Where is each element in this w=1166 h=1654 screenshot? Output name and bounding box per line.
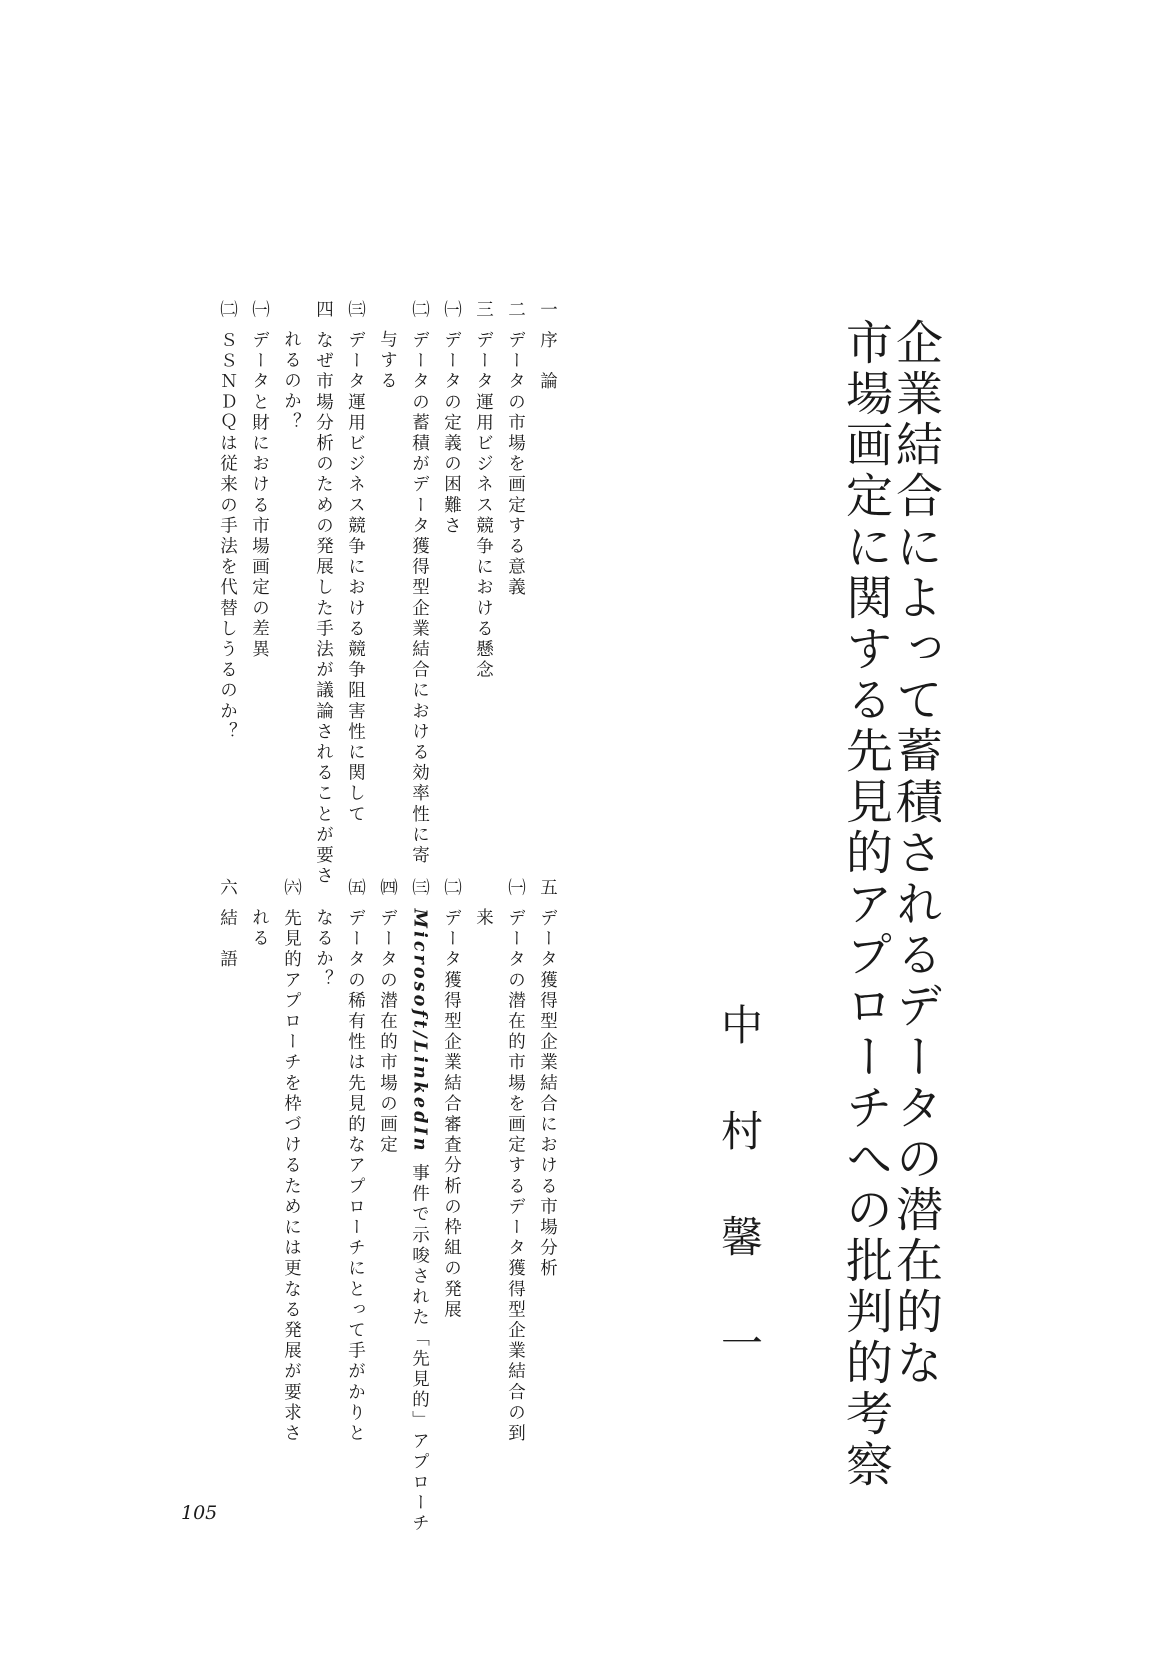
- toc-item: ㈡ＳＳＮＤＱは従来の手法を代替しうるのか？: [217, 300, 238, 743]
- toc-item: ㈡データ獲得型企業結合審査分析の枠組の発展: [441, 878, 462, 1321]
- toc-item: 六結 語: [217, 878, 238, 971]
- toc-item: ㈣データの潜在的市場の画定: [377, 878, 398, 1156]
- toc-item-continuation: 与する: [377, 330, 398, 392]
- toc-item: ㈠データの定義の困難さ: [441, 300, 462, 537]
- toc-item: ㈤データの稀有性は先見的なアプローチにとって手がかりと: [345, 878, 366, 1445]
- toc-item: ㈡データの蓄積がデータ獲得型企業結合における効率性に寄: [409, 300, 430, 867]
- title-line-2: 市場画定に関する先見的アプローチへの批判的考察: [838, 318, 893, 1491]
- toc-item: 四なぜ市場分析のための発展した手法が議論されることが要さ: [313, 300, 334, 887]
- toc-item: ㈢Microsoft/LinkedIn事件で示唆された「先見的」アプローチ: [409, 878, 430, 1535]
- toc-item: 二データの市場を画定する意義: [505, 300, 526, 599]
- toc-item: ㈢データ運用ビジネス競争における競争阻害性に関して: [345, 300, 366, 826]
- toc-item: 一序 論: [537, 300, 558, 393]
- page-number: 105: [181, 1502, 218, 1524]
- toc-item-continuation: れる: [249, 908, 270, 950]
- author-name: 中村馨一: [715, 1003, 764, 1427]
- toc-item: ㈠データの潜在的市場を画定するデータ獲得型企業結合の到: [505, 878, 526, 1445]
- title-line-1: 企業結合によって蓄積されるデータの潜在的な: [888, 318, 943, 1389]
- toc-item: ㈥先見的アプローチを枠づけるためには更なる発展が要求さ: [281, 878, 302, 1445]
- toc-item-continuation: 来: [473, 908, 494, 929]
- toc-item-continuation: れるのか？: [281, 330, 302, 433]
- toc-item-continuation: なるか？: [313, 908, 334, 991]
- toc-item: 三データ運用ビジネス競争における懸念: [473, 300, 494, 681]
- toc-item: 五データ獲得型企業結合における市場分析: [537, 878, 558, 1280]
- toc-item: ㈠データと財における市場画定の差異: [249, 300, 270, 661]
